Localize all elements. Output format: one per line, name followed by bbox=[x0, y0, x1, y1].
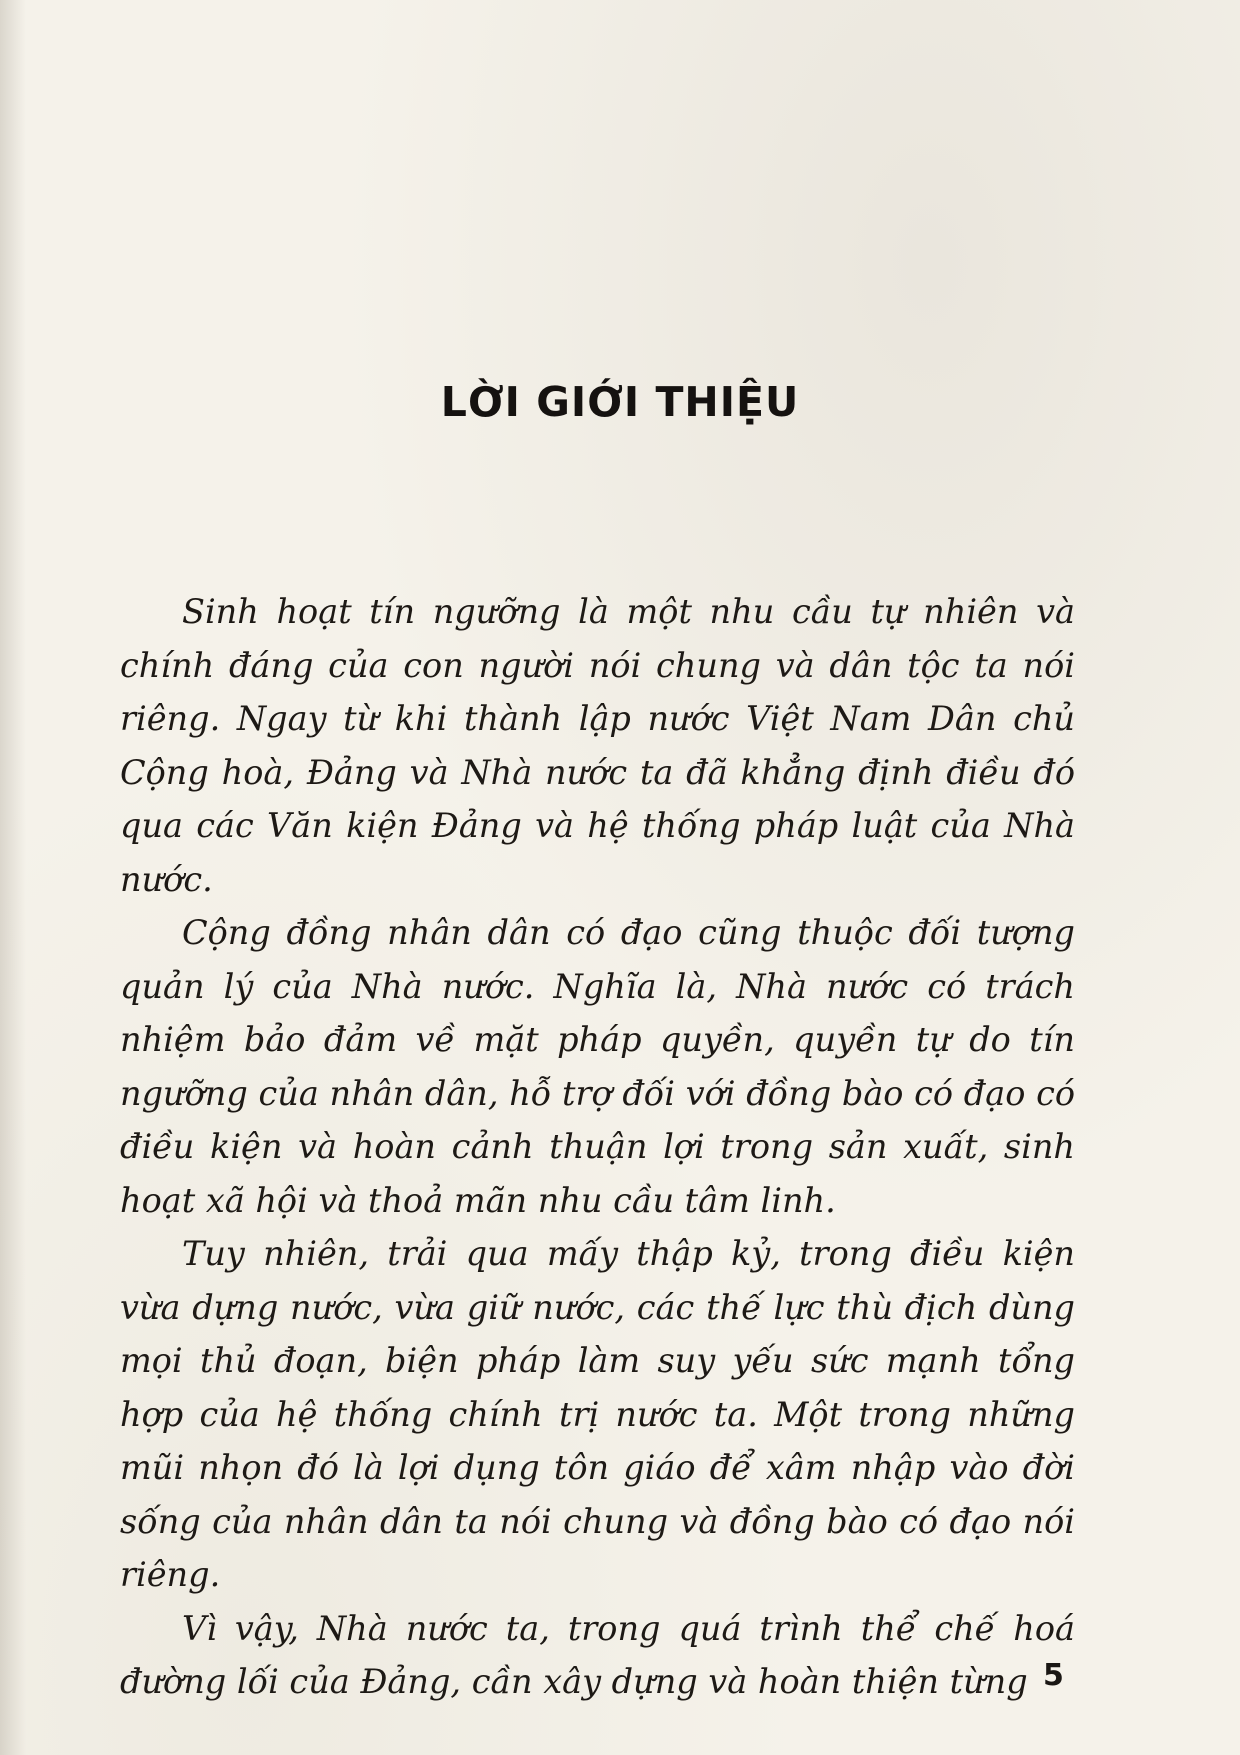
paragraph-4: Vì vậy, Nhà nước ta, trong quá trình thể chế hoá đường lối của Đảng, cần xây dựng và hoàn thiện từng bbox=[120, 1608, 1075, 1701]
paragraph-3: Tuy nhiên, trải qua mấy thập kỷ, trong điều kiện vừa dựng nước, vừa giữ nước, các thế lực thù địch dùng mọi thủ đoạn, biện pháp làm suy yếu sức mạnh tổng hợp của hệ thống chính trị nước ta. Một trong những mũi nhọn đó là lợi dụng tôn giáo để xâm nhập vào đời sống của nhân dân ta nói chung và đồng bào có đạo nói riêng. bbox=[120, 1234, 1075, 1594]
page-number: 5 bbox=[1043, 1658, 1064, 1693]
page-gutter-shadow bbox=[0, 0, 26, 1755]
paragraph-2: Cộng đồng nhân dân có đạo cũng thuộc đối tượng quản lý của Nhà nước. Nghĩa là, Nhà nước có trách nhiệm bảo đảm về mặt pháp quyền, quyền tự do tín ngưỡng của nhân dân, hỗ trợ đối với đồng bào có đạo có điều kiện và hoàn cảnh thuận lợi trong sản xuất, sinh hoạt xã hội và thoả mãn nhu cầu tâm linh. bbox=[120, 913, 1075, 1220]
body-text bbox=[120, 585, 1075, 1709]
paragraph-1: Sinh hoạt tín ngưỡng là một nhu cầu tự nhiên và chính đáng của con người nói chung và dân tộc ta nói riêng. Ngay từ khi thành lập nước Việt Nam Dân chủ Cộng hoà, Đảng và Nhà nước ta đã khẳng định điều đó qua các Văn kiện Đảng và hệ thống pháp luật của Nhà nước. bbox=[120, 592, 1075, 899]
page-title: LỜI GIỚI THIỆU bbox=[440, 378, 800, 426]
